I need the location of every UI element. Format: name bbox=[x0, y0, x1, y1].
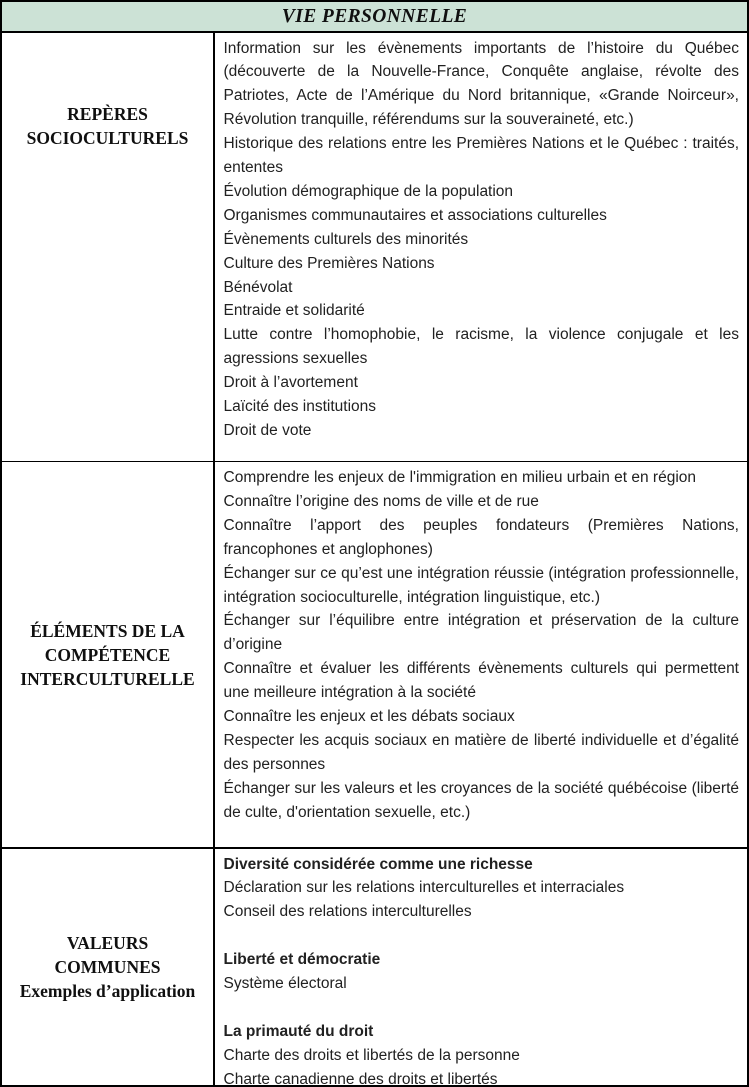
header-row bbox=[2, 2, 747, 31]
content-item: Laïcité des institutions bbox=[223, 398, 377, 416]
content-item: Bénévolat bbox=[223, 278, 293, 296]
content-item: Connaître les enjeux et les débats sociaux bbox=[223, 708, 515, 726]
content-item-heading: Diversité considérée comme une richesse bbox=[223, 855, 533, 873]
content-item: Charte des droits et libertés de la personne bbox=[223, 1046, 520, 1064]
content-item: Échanger sur les valeurs et les croyances de la société québécoise (liberté de culte, d'orientation sexuelle, etc.) bbox=[223, 779, 739, 821]
row-content-elements-competence-interculturelle bbox=[215, 462, 748, 847]
row-label-line: SOCIOCULTURELS bbox=[26, 127, 189, 148]
content-item: Charte canadienne des droits et libertés bbox=[223, 1070, 498, 1085]
row-label-line: COMMUNES bbox=[54, 956, 161, 977]
content-item: Comprendre les enjeux de l'immigration en milieu urbain et en région bbox=[223, 469, 697, 486]
row-label-line: VALEURS bbox=[66, 932, 149, 953]
blank-line bbox=[224, 924, 740, 948]
content-item: Respecter les acquis sociaux en matière de liberté individuelle et d’égalité des personnes bbox=[223, 731, 739, 773]
row-label-line: ÉLÉMENTS DE LA bbox=[30, 620, 185, 641]
row-content-reperes-socioculturels bbox=[215, 33, 748, 461]
content-item: Connaître et évaluer les différents évènements culturels qui permettent une meilleure intégration à la société bbox=[223, 660, 739, 702]
content-item: Conseil des relations interculturelles bbox=[223, 903, 472, 921]
content-item-heading: La primauté du droit bbox=[223, 1022, 374, 1040]
page-title: VIE PERSONNELLE bbox=[281, 5, 468, 27]
content-item: Évènements culturels des minorités bbox=[223, 230, 469, 248]
content-item: Droit à l’avortement bbox=[223, 374, 358, 392]
content-item: Évolution démographique de la population bbox=[223, 182, 514, 200]
row-label-line: INTERCULTURELLE bbox=[20, 668, 195, 689]
row-label-reperes-socioculturels bbox=[2, 33, 213, 461]
row-label-valeurs-communes bbox=[2, 849, 213, 1086]
row-label-line: REPÈRES bbox=[67, 103, 148, 124]
content-item: Échanger sur l’équilibre entre intégration et préservation de la culture d’origine bbox=[223, 612, 739, 654]
row-label-line: Exemples d’application bbox=[19, 980, 196, 1001]
content-item: Historique des relations entre les Premières Nations et le Québec : traités, ententes bbox=[223, 135, 739, 177]
content-item: Lutte contre l’homophobie, le racisme, la violence conjugale et les agressions sexuelles bbox=[223, 326, 739, 368]
content-item: Culture des Premières Nations bbox=[223, 254, 435, 272]
content-item: Connaître l’apport des peuples fondateurs (Premières Nations, francophones et anglophones) bbox=[223, 516, 739, 558]
content-item: Connaître l’origine des noms de ville et de rue bbox=[223, 492, 539, 510]
row-content-valeurs-communes bbox=[215, 849, 748, 1086]
content-item-heading: Liberté et démocratie bbox=[223, 951, 381, 969]
content-item: Déclaration sur les relations interculturelles et interraciales bbox=[223, 879, 625, 897]
row-label-line: COMPÉTENCE bbox=[44, 644, 171, 665]
blank-line bbox=[224, 996, 740, 1020]
row-label-elements-competence-interculturelle bbox=[2, 462, 213, 847]
content-item: Système électoral bbox=[223, 975, 347, 993]
content-item: Échanger sur ce qu’est une intégration réussie (intégration professionnelle, intégration socioculturelle, intégration linguistique, etc.) bbox=[223, 564, 739, 606]
content-item: Droit de vote bbox=[223, 422, 312, 439]
content-item: Information sur les évènements importants de l’histoire du Québec (découverte de la Nouvelle-France, Conquête anglaise, révolte des Patriotes, Acte de l’Amérique du Nord britannique, «Grande Noirceur», Révolution tranquille, référendums sur la souveraineté, etc.) bbox=[223, 39, 739, 129]
content-item: Organismes communautaires et associations culturelles bbox=[223, 206, 607, 224]
content-item: Entraide et solidarité bbox=[223, 302, 365, 320]
